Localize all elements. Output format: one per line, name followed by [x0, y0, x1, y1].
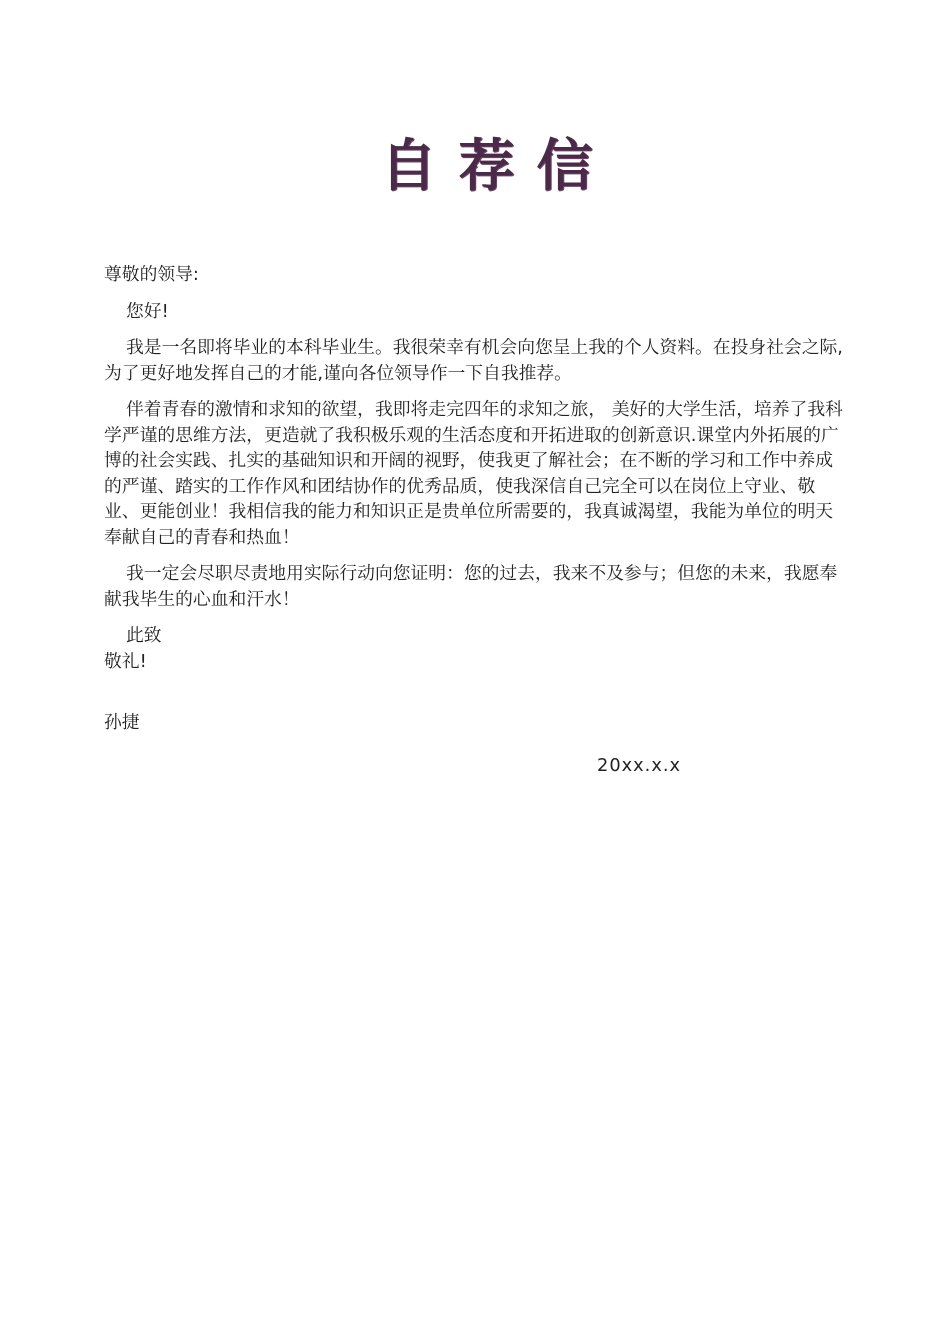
paragraph-commitment: 我一定会尽职尽责地用实际行动向您证明：您的过去，我来不及参与；但您的未来，我愿奉献我毕生的心血和汗水！ — [104, 563, 838, 610]
paragraph-experience: 伴着青春的激情和求知的欲望，我即将走完四年的求知之旅， 美好的大学生活，培养了我科学严谨的思维方法，更造就了我积极乐观的生活态度和开拓进取的创新意识.课堂内外拓展的广博的社会实践、扎实的基础知识和开阔的视野，使我更了解社会；在不断的学习和工作中养成的严谨、踏实的工作作风和团结协作的优秀品质，使我深信自己完全可以在岗位上守业、敬业、更能创业！我相信我的能力和知识正是贵单位所需要的，我真诚渴望，我能为单位的明天奉献自己的青春和热血！ — [104, 399, 843, 548]
paragraph-intro: 我是一名即将毕业的本科毕业生。我很荣幸有机会向您呈上我的个人资料。在投身社会之际,为了更好地发挥自己的才能,谨向各位领导作一下自我推荐。 — [104, 337, 843, 384]
page-title: 自荐信 — [380, 133, 615, 199]
salutation: 尊敬的领导: — [104, 264, 199, 285]
signature: 孙捷 — [104, 712, 140, 733]
letter-date: 20xx.x.x — [597, 755, 682, 776]
greeting: 您好! — [126, 300, 169, 322]
letter-body — [104, 262, 849, 736]
closing-phrase: 此致 — [126, 625, 162, 646]
closing-salute: 敬礼! — [104, 650, 147, 672]
